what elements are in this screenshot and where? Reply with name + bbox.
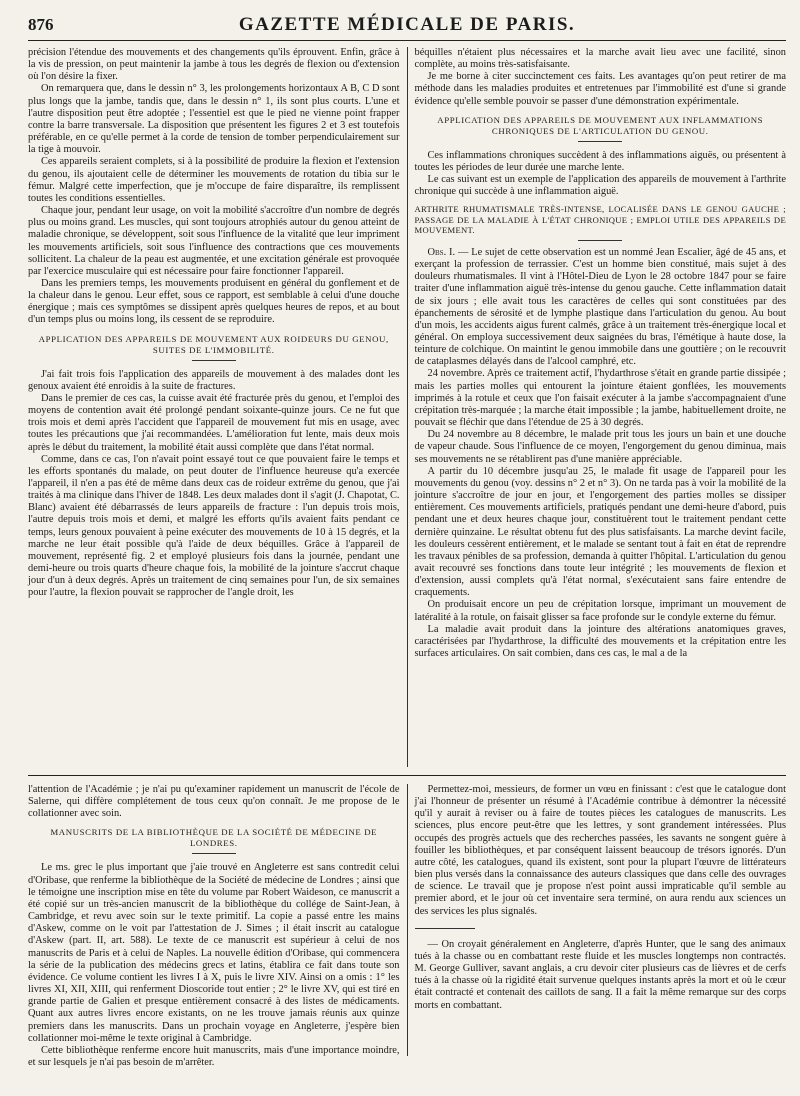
case-subheading-text: ARTHRITE RHUMATISMALE TRÈS-INTENSE, LOCALISÉE DANS LE GENOU GAUCHE ; PASSAGE DE LA MALADIE À L'ÉTAT CHRONIQUE ; EMPLOI UTILE DES APPAREILS DE MOUVEMENT. bbox=[414, 204, 786, 236]
lower-left-column bbox=[28, 784, 408, 1068]
paragraph: Cette bibliothèque renferme encore huit manuscrits, mais d'une importance moindre, et sur lesquels je n'ai pas besoin de m'arrêter. bbox=[28, 1044, 400, 1068]
observation-text: — Le sujet de cette observation est un nommé Jean Escalier, âgé de 45 ans, et exerçant la profession de terrassier. C'est un homme bien constitué, mais sujet à des douleurs rhumatismales. Il vint à l'Hôtel-Dieu de Lyon le 28 octobre 1847 pour se faire traiter d'une inflammation aiguë très-intense du genou gauche. Cette inflammation datait de six jours ; elle avait tous les caractères de celles qui sont constituées par des épanchements de sérosité et de lymphe plastique dans l'articulation du genou. Au bout d'un mois, les accidents aigus furent calmés, grâce à un traitement très-énergique local et général. On employa successivement deux saignées du bras, l'émétique à haute dose, la teinture de colchique. On maintint le genou immobile dans une gouttière ; on le recouvrit de cataplasmes délayés dans de l'alcool camphré, etc. bbox=[414, 246, 787, 368]
heading-rule bbox=[192, 853, 236, 854]
paragraph: Le cas suivant est un exemple de l'application des appareils de mouvement à l'arthrite chronique qui succède à une inflammation aiguë. bbox=[414, 174, 786, 198]
section-heading-text: MANUSCRITS DE LA BIBLIOTHÈQUE DE LA SOCIÉTÉ DE MÉDECINE DE LONDRES. bbox=[50, 827, 378, 849]
lower-section bbox=[28, 775, 786, 1068]
page-header bbox=[28, 14, 786, 41]
paragraph: Ces inflammations chroniques succèdent à des inflammations aiguës, ou présentent à toutes les périodes de leur durée une marche lente. bbox=[414, 149, 786, 173]
paragraph: Dans les premiers temps, les mouvements produisent en général du gonflement et de la chaleur dans le genou. Leur effet, sous ce rapport, est semblable à celui d'une douche énergique ; mais ces symptômes se dissipent après quelques heures de repos, et au bout d'un temps plus ou moins long, ils cessent de se reproduire. bbox=[28, 277, 400, 326]
section-heading-text: APPLICATION DES APPAREILS DE MOUVEMENT AUX INFLAMMATIONS CHRONIQUES DE L'ARTICULATION DU GENOU. bbox=[437, 114, 764, 136]
paragraph: J'ai fait trois fois l'application des appareils de mouvement à des malades dont les genoux avaient été enroidis à la suite de fractures. bbox=[28, 368, 400, 392]
paragraph: précision l'étendue des mouvements et des changements qu'ils éprouvent. Enfin, grâce à la vis de pression, on peut maintenir la jambe à tous les degrés de flexion ou d'extension où l'on désire la fixer. bbox=[28, 47, 400, 83]
paragraph: Permettez-moi, messieurs, de former un vœu en finissant : c'est que le catalogue dont j'ai l'honneur de présenter un résumé à l'Académie contribue à démontrer la nécessité qu'il y aurait à reviser ou à faire de toutes pièces les catalogues de manuscrits. Les sciences, plus encore peut-être que les lettres, y sont grandement intéressées. Plus occupés des progrès actuels que des recherches passées, les savants ne songent guère à fouiller les bibliothèques, et par conséquent laissent beaucoup de trésors ignorés. D'un autre côté, les catalogues, quand ils existent, sont pour la plupart l'œuvre de littérateurs bien plus versés dans la connaissance des auteurs classiques que dans celle des ouvrages de science. Le travail que je propose n'est point aussi impraticable qu'il semble au premier abord, et le jour où cet inventaire sera terminé, on aura rendu aux sciences un des services les plus signalés. bbox=[414, 784, 786, 917]
paragraph: 24 novembre. Après ce traitement actif, l'hydarthrose s'était en grande partie dissipée ; mais les parties molles qui entourent la jointure étaient gonflées, les mouvements imprimés à la rotule et ceux que l'on faisait exécuter à la jambe s'accompagnaient d'une crépitation très-marquée ; la marche était impossible ; la jambe, habituellement droite, ne pouvait se fléchir que dans l'étendue de 25 à 30 degrés. bbox=[414, 368, 786, 429]
case-subheading bbox=[415, 204, 787, 241]
upper-section bbox=[28, 47, 786, 767]
paragraph: Du 24 novembre au 8 décembre, le malade prit tous les jours un bain et une douche de vapeur chaude. Sous l'influence de ce moyen, l'engorgement du genou diminua, mais ses mouvements ne se rétablirent pas d'une manière appréciable. bbox=[414, 429, 786, 465]
upper-right-column bbox=[408, 47, 787, 767]
paragraph: A partir du 10 décembre jusqu'au 25, le malade fit usage de l'appareil pour les mouvements du genou (voy. dessins n° 2 et n° 3). On ne tarda pas à voir la mobilité de la jointure s'accroître de jour en jour, et l'engorgement des parties molles se dissiper entièrement. Ces mouvements artificiels, pratiqués pendant une demi-heure d'abord, puis pendant une et deux heures chaque jour, constituèrent tout le traitement pendant cette dernière quinzaine. Le résultat obtenu fut des plus satisfaisants. La marche devint facile, les douleurs cessèrent entièrement, et le malade se sentant tout à fait en état de reprendre les travaux pénibles de sa profession, demanda à quitter l'hôpital. L'articulation du genou avait recouvré ses fonctions dans toute leur intégrité ; les mouvements de flexion et d'extension, aussi complets qu'à l'état normal, s'exécutaient sans faire entendre de craquements. bbox=[414, 465, 786, 599]
section-heading-text: APPLICATION DES APPAREILS DE MOUVEMENT AUX ROIDEURS DU GENOU, SUITES DE L'IMMOBILITÉ. bbox=[38, 333, 389, 355]
paragraph: La maladie avait produit dans la jointure des altérations anatomiques graves, caractérisées par l'hydarthrose, la difficulté des mouvements et la crépitation entre les surfaces articulaires. On sait combien, dans ces cas, le mal a de la bbox=[414, 623, 786, 660]
paragraph: On produisait encore un peu de crépitation lorsque, imprimant un mouvement de latéralité à la rotule, on faisait glisser sa face profonde sur le condyle externe du fémur. bbox=[414, 599, 786, 623]
upper-left-column bbox=[28, 47, 408, 767]
paragraph: Comme, dans ce cas, l'on n'avait point essayé tout ce que pouvaient faire le temps et les efforts spontanés du malade, on peut douter de l'influence heureuse qu'a exercée l'appareil, il n'en a pas été de même dans deux cas de roideur extrême du genou, que j'ai traités à ma clinique dans l'hiver de 1848. Les deux malades dont il s'agit (J. Chapotat, C. Blanc) avaient été débarrassés de leurs appareils de fracture : l'un depuis trois mois, l'autre depuis trois mois et demi, et malgré les efforts qu'ils avaient faits pendant ce temps, leurs genoux pouvaient à peine exécuter des mouvements de 10 à 15 degrés, et la marche ne leur était possible qu'à l'aide de deux béquilles. Grâce à l'appareil de mouvement, représenté fig. 2 et employé plusieurs fois dans la journée, pendant une demi-heure ou trois quarts d'heure chaque fois, la mobilité de la jointure s'accrut chaque jour d'un à deux degrés. Après un traitement de cinq semaines pour l'un, de six semaines pour l'autre, la flexion pouvait se rapprocher de l'angle droit, les bbox=[28, 453, 400, 599]
paragraph: Dans le premier de ces cas, la cuisse avait été fracturée près du genou, et l'emploi des moyens de contention avait été prolongé pendant soixante-quinze jours. Ce ne fut que trois mois et demi après l'accident que l'appareil de mouvement fut mis en usage, avec toutes les précautions que j'ai recommandées. L'amélioration fut lente, mais deux mois après le début du traitement, la mobilité était aussi complète que dans l'état normal. bbox=[28, 392, 400, 453]
paragraph: Le ms. grec le plus important que j'aie trouvé en Angleterre est sans contredit celui d'Oribase, que renferme la bibliothèque de la Société de médecine de Londres ; ainsi que le témoigne une inscription mise en tête du volume par Robert Waideson, ce manuscrit a été copié sur un très-ancien manuscrit de la bibliothèque du collége de Saint-Jean, à Cambridge, et revu avec soin sur le texte primitif. La copie a passé entre les mains d'Askew, comme on le voit par l'attestation de J. Simes ; il était inscrit au catalogue d'Askew (part. II, art. 588). Le texte de ce manuscrit est supérieur à celui de nos manuscrits de Paris et à celui de Naples. La nouvelle édition d'Oribase, qui commencera la série de la publication des médecins grecs et latins, établira ce fait dans toute son évidence. Ce volume contient les livres I à X, puis le livre XIV. Ainsi on a omis : 1° les livres XI, XII, XIII, qui renferment Dioscoride tout entier ; 2° le livre XV, qui est tiré en grande partie de Galien et presque entièrement consacré à des listes de médicaments. Quant aux autres livres encore existants, on ne les trouve jamais réunis aux quinze premiers dans les manuscrits. Dans un prochain voyage en Angleterre, j'espère bien collationner moi-même le texte original à Cambridge. bbox=[28, 862, 400, 1044]
paragraph: Ces appareils seraient complets, si à la possibilité de produire la flexion et l'extension du genou, ils ajoutaient celle de déterminer les mouvements de rotation du tibia sur le fémur. Malgré cette imperfection, que je m'occupe de faire disparaître, ils remplissent toutes les conditions essentielles. bbox=[28, 156, 400, 204]
lower-right-column bbox=[408, 784, 787, 1056]
heading-rule bbox=[578, 141, 622, 142]
news-item: — On croyait généralement en Angleterre, d'après Hunter, que le sang des animaux tués à la chasse ou en combattant reste fluide et les muscles longtemps non contractés. M. George Gulliver, savant anglais, a cru devoir citer plusieurs cas de lièvres et de cerfs tués à la chasse où la rigidité était survenue quelques instants après la mort et où le cœur était contracté et contenait des caillots de sang. Il a fait la même remarque sur des corps morts en combattant. bbox=[414, 938, 786, 1011]
paragraph: On remarquera que, dans le dessin n° 3, les prolongements horizontaux A B, C D sont plus longs que la jambe, tandis que, dans le dessin n° 1, ils sont plus courts. L'une et l'autre disposition peut être adoptée ; l'essentiel est que le pied ne vienne point frapper contre la barre transversale. La disposition que présentent les figures 2 et 3 est toutefois préférable, en ce qu'elle permet à la corde de tension de tomber perpendiculairement sur la tige à mouvoir. bbox=[28, 83, 400, 156]
observation-label: Obs. I. bbox=[427, 246, 456, 258]
paragraph: Je me borne à citer succinctement ces faits. Les avantages qu'on peut retirer de ma méthode dans les maladies produites et entretenues par l'immobilité est d'une si grande évidence qu'elle semble pouvoir se passer d'une démonstration expérimentale. bbox=[414, 71, 786, 107]
paragraph: l'attention de l'Académie ; je n'ai pu qu'examiner rapidement un manuscrit de l'école de Salerne, qui diffère complétement de tous ceux qu'on connaît. Je me propose de le collationner avec soin. bbox=[28, 784, 400, 820]
journal-title: GAZETTE MÉDICALE DE PARIS. bbox=[238, 14, 576, 35]
section-heading bbox=[28, 334, 400, 361]
column-divider-rule bbox=[415, 928, 475, 929]
observation-paragraph bbox=[415, 247, 787, 369]
page-number: 876 bbox=[28, 15, 54, 34]
paragraph: Chaque jour, pendant leur usage, on voit la mobilité s'accroître d'un nombre de degrés plus ou moins grand. Les muscles, qui sont toujours atrophiés autour du genou atteint de maladie chronique, se développent, soit sous l'influence de la vitalité que leur impriment les mouvements artificiels, soit sous l'influence des contractions que ces mouvements sollicitent. La chaleur de la peau est augmentée, et une excitation générale est provoquée par l'exercice musculaire qui est nécessaire pour faire fonctionner l'appareil. bbox=[28, 205, 400, 277]
heading-rule bbox=[578, 240, 622, 241]
section-heading bbox=[28, 827, 400, 854]
paragraph: béquilles n'étaient plus nécessaires et la marche avait lieu avec une facilité, sinon complète, au moins très-satisfaisante. bbox=[414, 47, 786, 71]
heading-rule bbox=[192, 360, 236, 361]
section-heading bbox=[415, 115, 787, 142]
